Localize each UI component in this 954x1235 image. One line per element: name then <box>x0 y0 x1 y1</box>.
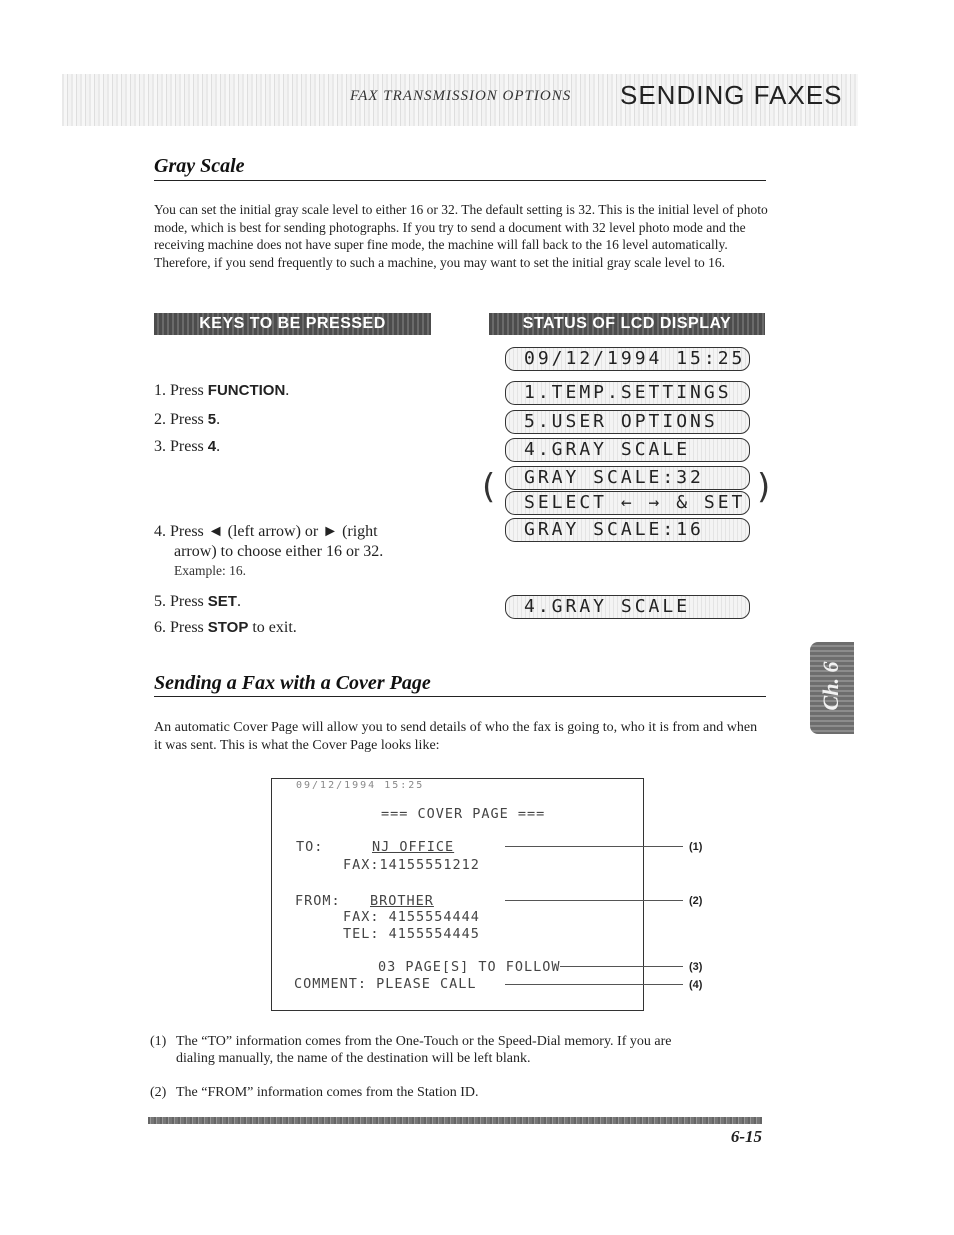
alternation-bracket-left: ( <box>482 467 496 507</box>
lcd-user-options: 5.USER OPTIONS <box>505 410 750 434</box>
step-6: 6. Press STOP to exit. <box>154 619 297 636</box>
note-2-number: (2) <box>150 1085 167 1100</box>
step-3: 3. Press 4. <box>154 438 221 455</box>
cover-page-rule <box>154 696 766 697</box>
callout-4: (4) <box>689 979 703 991</box>
cover-sample-from-label: FROM: <box>295 893 341 909</box>
callout-2-leader <box>505 900 683 901</box>
lcd-gray-scale-32: GRAY SCALE:32 <box>505 466 750 490</box>
status-header: STATUS OF LCD DISPLAY <box>489 313 765 335</box>
footer-band <box>148 1117 762 1124</box>
cover-sample-to-fax: FAX:14155551212 <box>343 857 480 873</box>
lcd-gray-scale-16: GRAY SCALE:16 <box>505 518 750 542</box>
cover-page-intro: An automatic Cover Page will allow you to send details of who the fax is going to, who it is from and when it was sent. This is what the Cover Page looks like: <box>154 720 758 753</box>
callout-3: (3) <box>689 961 703 973</box>
callout-1: (1) <box>689 841 703 853</box>
chapter-tab: Ch. 6 <box>810 642 854 734</box>
cover-sample-to-label: TO: <box>296 839 324 855</box>
lcd-gray-scale-final: 4.GRAY SCALE <box>505 595 750 619</box>
note-1-number: (1) <box>150 1034 167 1049</box>
lcd-datetime: 09/12/1994 15:25 <box>505 347 750 371</box>
cover-sample-comment: COMMENT: PLEASE CALL <box>294 976 477 992</box>
note-2-line1: The “FROM” information comes from the Station ID. <box>176 1085 479 1100</box>
cover-sample-pages: 03 PAGE[S] TO FOLLOW <box>378 959 561 975</box>
gray-scale-rule <box>154 180 766 181</box>
step-1: 1. Press FUNCTION. <box>154 382 290 399</box>
callout-2: (2) <box>689 895 703 907</box>
header-title: SENDING FAXES <box>620 80 843 110</box>
cover-sample-datetime: 09/12/1994 15:25 <box>296 780 425 791</box>
lcd-temp-settings: 1.TEMP.SETTINGS <box>505 381 750 405</box>
callout-1-leader <box>505 846 683 847</box>
step-5: 5. Press SET. <box>154 593 241 610</box>
callout-3-leader <box>560 966 683 967</box>
header-subtitle: FAX TRANSMISSION OPTIONS <box>350 88 572 104</box>
gray-scale-title: Gray Scale <box>154 155 245 177</box>
alternation-bracket-right: ) <box>757 467 771 507</box>
page-number: 6-15 <box>730 1127 762 1146</box>
step-2: 2. Press 5. <box>154 411 221 428</box>
gray-scale-intro: You can set the initial gray scale level to either 16 or 32. The default setting is 32. This is the initial level of photo mode, which is best for sending photographs. If you try to send a document with 32 level photo mode and the receiving machine does not have super fine mode, the machine will fall back to the 16 level automatically. Therefore, if you send frequently to such a machine, you may want to set the initial gray scale level to 16. <box>154 202 768 270</box>
step-4-continued: arrow) to choose either 16 or 32. <box>174 543 384 560</box>
note-1-line1: The “TO” information comes from the One-Touch or the Speed-Dial memory. If you are <box>176 1034 672 1049</box>
keys-header: KEYS TO BE PRESSED <box>154 313 431 335</box>
cover-page-title: Sending a Fax with a Cover Page <box>154 672 431 694</box>
note-1-line2: dialing manually, the name of the destination will be left blank. <box>176 1051 531 1066</box>
callout-4-leader <box>505 984 683 985</box>
lcd-gray-scale-menu: 4.GRAY SCALE <box>505 438 750 462</box>
cover-sample-from-fax: FAX: 4155554444 <box>343 909 480 925</box>
cover-sample-heading: === COVER PAGE === <box>381 806 546 822</box>
step-4-example: Example: 16. <box>174 563 246 578</box>
cover-sample-to-value: NJ OFFICE <box>372 839 455 855</box>
cover-sample-from-value: BROTHER <box>370 893 434 909</box>
cover-sample-from-tel: TEL: 4155554445 <box>343 926 480 942</box>
lcd-select-set: SELECT ← → & SET <box>505 491 750 515</box>
step-4: 4. Press ◄ (left arrow) or ► (right <box>154 523 378 540</box>
